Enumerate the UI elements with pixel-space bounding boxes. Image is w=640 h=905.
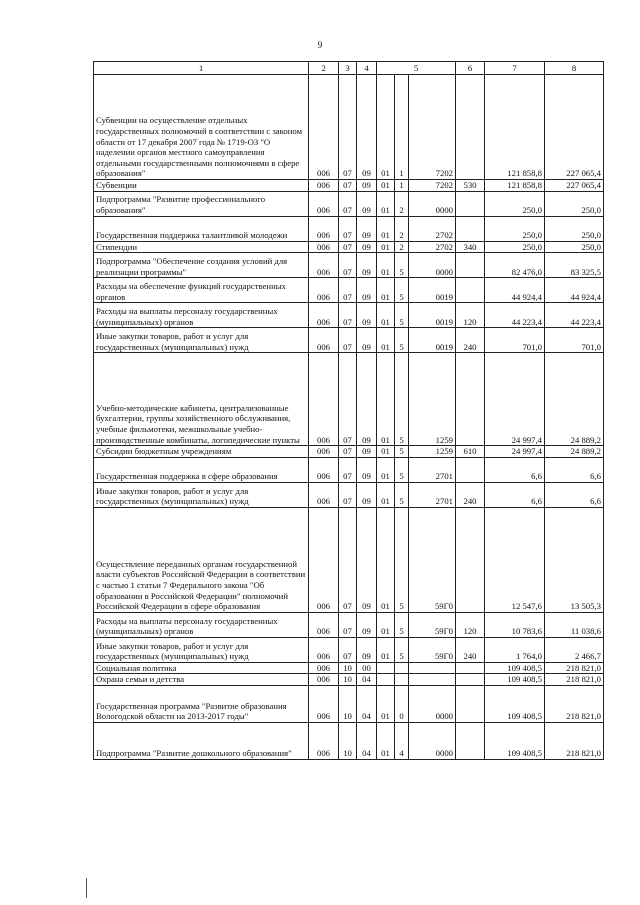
cell-c5b: 5 (395, 328, 409, 353)
row-name: Учебно-методические кабинеты, централизованные бухгалтерии, группы хозяйственного обслуживания, учебные фильмотеки, межшкольные учебно-производственные комбинаты, логопедические пункты (94, 353, 309, 446)
table-row (94, 278, 604, 303)
cell-c3: 07 (339, 75, 357, 180)
cell-c7: 44 924,4 (485, 278, 545, 303)
row-name: Расходы на выплаты персоналу государственных (муниципальных) органов (94, 612, 309, 637)
cell-c4: 09 (357, 75, 377, 180)
row-name: Государственная программа "Развитие образования Вологодской области на 2013-2017 годы" (94, 686, 309, 723)
cell-c6 (456, 507, 485, 612)
cell-c5b: 4 (395, 723, 409, 760)
table-row (94, 507, 604, 612)
cell-c2: 006 (309, 482, 339, 507)
cell-c2: 006 (309, 328, 339, 353)
budget-table (93, 61, 604, 760)
cell-c5a: 01 (377, 216, 395, 241)
cell-c5b: 5 (395, 278, 409, 303)
cell-c6: 120 (456, 303, 485, 328)
table-row (94, 637, 604, 662)
cell-c5b (395, 662, 409, 674)
cell-c3: 07 (339, 328, 357, 353)
cell-c8: 83 325,5 (545, 253, 604, 278)
cell-c5a: 01 (377, 191, 395, 216)
cell-c5b: 5 (395, 507, 409, 612)
cell-c5a: 01 (377, 637, 395, 662)
cell-c8: 250,0 (545, 216, 604, 241)
col-header-2: 2 (309, 62, 339, 75)
cell-c7: 24 997,4 (485, 353, 545, 446)
cell-c7: 109 408,5 (485, 674, 545, 686)
cell-c2: 006 (309, 674, 339, 686)
row-name: Подпрограмма "Обеспечение создания условий для реализации программы" (94, 253, 309, 278)
cell-c3: 07 (339, 457, 357, 482)
cell-c5c: 1259 (409, 446, 456, 458)
cell-c5a: 01 (377, 457, 395, 482)
cell-c3: 07 (339, 507, 357, 612)
cell-c5b: 5 (395, 612, 409, 637)
cell-c5a: 01 (377, 446, 395, 458)
cell-c3: 07 (339, 303, 357, 328)
cell-c5b: 5 (395, 303, 409, 328)
cell-c5a (377, 662, 395, 674)
cell-c5a: 01 (377, 253, 395, 278)
cell-c8: 24 889,2 (545, 446, 604, 458)
cell-c6: 120 (456, 612, 485, 637)
cell-c6 (456, 353, 485, 446)
cell-c6: 240 (456, 637, 485, 662)
cell-c4: 04 (357, 674, 377, 686)
cell-c4: 09 (357, 191, 377, 216)
cell-c5b: 1 (395, 180, 409, 192)
cell-c3: 10 (339, 674, 357, 686)
cell-c7: 24 997,4 (485, 446, 545, 458)
cell-c4: 09 (357, 482, 377, 507)
row-name: Расходы на обеспечение функций государственных органов (94, 278, 309, 303)
cell-c7: 109 408,5 (485, 662, 545, 674)
cell-c8: 13 505,3 (545, 507, 604, 612)
table-row (94, 662, 604, 674)
cell-c5c: 2702 (409, 216, 456, 241)
table-row (94, 612, 604, 637)
cell-c8: 227 065,4 (545, 180, 604, 192)
table-row (94, 328, 604, 353)
cell-c5a: 01 (377, 75, 395, 180)
table-row (94, 191, 604, 216)
table-row (94, 674, 604, 686)
cell-c5b (395, 674, 409, 686)
cell-c2: 006 (309, 446, 339, 458)
cell-c7: 701,0 (485, 328, 545, 353)
cell-c6 (456, 191, 485, 216)
cell-c5c: 0019 (409, 278, 456, 303)
table-row (94, 253, 604, 278)
cell-c8: 2 466,7 (545, 637, 604, 662)
cell-c8: 44 223,4 (545, 303, 604, 328)
row-name: Субсидии бюджетным учреждениям (94, 446, 309, 458)
row-name: Расходы на выплаты персоналу государственных (муниципальных) органов (94, 303, 309, 328)
cell-c4: 09 (357, 457, 377, 482)
table-row (94, 180, 604, 192)
col-header-3: 3 (339, 62, 357, 75)
cell-c4: 04 (357, 686, 377, 723)
cell-c7: 6,6 (485, 457, 545, 482)
cell-c3: 10 (339, 662, 357, 674)
cell-c4: 09 (357, 216, 377, 241)
cell-c4: 00 (357, 662, 377, 674)
table-row (94, 216, 604, 241)
cell-c7: 109 408,5 (485, 723, 545, 760)
cell-c4: 09 (357, 253, 377, 278)
cell-c3: 07 (339, 216, 357, 241)
cell-c4: 04 (357, 723, 377, 760)
cell-c5b: 2 (395, 216, 409, 241)
cell-c2: 006 (309, 216, 339, 241)
col-header-8: 8 (545, 62, 604, 75)
cell-c6 (456, 457, 485, 482)
cell-c5c (409, 674, 456, 686)
cell-c4: 09 (357, 180, 377, 192)
cell-c4: 09 (357, 241, 377, 253)
cell-c3: 10 (339, 686, 357, 723)
cell-c6: 530 (456, 180, 485, 192)
cell-c2: 006 (309, 637, 339, 662)
cell-c5a: 01 (377, 482, 395, 507)
col-header-7: 7 (485, 62, 545, 75)
cell-c5a: 01 (377, 303, 395, 328)
cell-c5a (377, 674, 395, 686)
cell-c6: 240 (456, 482, 485, 507)
row-name: Осуществление переданных органам государственной власти субъектов Российской Федерации в соответствии с частью 1 статьи 7 Федерального закона "Об образовании в Российской Федерации" полномочий Российской Федерации в сфере образования (94, 507, 309, 612)
cell-c7: 121 858,8 (485, 180, 545, 192)
cell-c5a: 01 (377, 180, 395, 192)
cell-c5b: 5 (395, 353, 409, 446)
cell-c3: 07 (339, 637, 357, 662)
row-name: Охрана семьи и детства (94, 674, 309, 686)
cell-c7: 1 764,0 (485, 637, 545, 662)
cell-c5a: 01 (377, 507, 395, 612)
cell-c5c: 2701 (409, 457, 456, 482)
cell-c7: 250,0 (485, 216, 545, 241)
cell-c2: 006 (309, 457, 339, 482)
row-name: Подпрограмма "Развитие дошкольного образования" (94, 723, 309, 760)
cell-c5c: 7202 (409, 180, 456, 192)
cell-c8: 24 889,2 (545, 353, 604, 446)
cell-c6: 240 (456, 328, 485, 353)
table-row (94, 723, 604, 760)
cell-c5b: 5 (395, 253, 409, 278)
cell-c5c: 0000 (409, 191, 456, 216)
cell-c6 (456, 662, 485, 674)
cell-c5b: 0 (395, 686, 409, 723)
cell-c4: 09 (357, 353, 377, 446)
row-name: Государственная поддержка в сфере образования (94, 457, 309, 482)
cell-c2: 006 (309, 686, 339, 723)
cell-c2: 006 (309, 191, 339, 216)
cell-c2: 006 (309, 507, 339, 612)
cell-c5c: 2702 (409, 241, 456, 253)
cell-c3: 07 (339, 241, 357, 253)
col-header-6: 6 (456, 62, 485, 75)
cell-c8: 218 821,0 (545, 662, 604, 674)
cell-c5c: 0000 (409, 253, 456, 278)
cell-c6 (456, 75, 485, 180)
table-row (94, 241, 604, 253)
row-name: Субвенции (94, 180, 309, 192)
page-number: 9 (317, 40, 323, 50)
cell-c2: 006 (309, 253, 339, 278)
cell-c2: 006 (309, 241, 339, 253)
cell-c7: 121 858,8 (485, 75, 545, 180)
cell-c2: 006 (309, 303, 339, 328)
table-body (94, 75, 604, 760)
cell-c7: 6,6 (485, 482, 545, 507)
cell-c6 (456, 216, 485, 241)
cell-c2: 006 (309, 278, 339, 303)
cell-c5a: 01 (377, 328, 395, 353)
row-name: Субвенции на осуществление отдельных государственных полномочий в соответствии с законом области от 17 декабря 2007 года № 1719-ОЗ "О наделении органов местного самоуправления отдельными государственными полномочиями в сфере образования" (94, 75, 309, 180)
table-row (94, 482, 604, 507)
cell-c8: 44 924,4 (545, 278, 604, 303)
cell-c8: 218 821,0 (545, 723, 604, 760)
cell-c3: 10 (339, 723, 357, 760)
cell-c5c: 59Г0 (409, 637, 456, 662)
cell-c5b: 5 (395, 637, 409, 662)
cell-c5a: 01 (377, 278, 395, 303)
row-name: Подпрограмма "Развитие профессионального образования" (94, 191, 309, 216)
cell-c2: 006 (309, 75, 339, 180)
cell-c7: 12 547,6 (485, 507, 545, 612)
row-name: Иные закупки товаров, работ и услуг для государственных (муниципальных) нужд (94, 637, 309, 662)
cell-c5c: 0019 (409, 303, 456, 328)
cell-c5a: 01 (377, 612, 395, 637)
cell-c5c: 0000 (409, 686, 456, 723)
cell-c3: 07 (339, 278, 357, 303)
cell-c5b: 5 (395, 482, 409, 507)
cell-c8: 218 821,0 (545, 686, 604, 723)
row-name: Стипендии (94, 241, 309, 253)
cell-c8: 218 821,0 (545, 674, 604, 686)
cell-c5c: 0000 (409, 723, 456, 760)
cell-c3: 07 (339, 191, 357, 216)
table-row (94, 686, 604, 723)
margin-mark (86, 878, 87, 898)
col-header-5: 5 (377, 62, 456, 75)
row-name: Социальная политика (94, 662, 309, 674)
cell-c4: 09 (357, 446, 377, 458)
cell-c6 (456, 253, 485, 278)
cell-c5c: 59Г0 (409, 612, 456, 637)
cell-c7: 250,0 (485, 241, 545, 253)
cell-c2: 006 (309, 723, 339, 760)
cell-c4: 09 (357, 507, 377, 612)
cell-c5a: 01 (377, 353, 395, 446)
cell-c5c: 7202 (409, 75, 456, 180)
col-header-4: 4 (357, 62, 377, 75)
cell-c5a: 01 (377, 686, 395, 723)
cell-c5c: 2701 (409, 482, 456, 507)
cell-c2: 006 (309, 180, 339, 192)
cell-c5b: 5 (395, 446, 409, 458)
row-name: Иные закупки товаров, работ и услуг для государственных (муниципальных) нужд (94, 482, 309, 507)
cell-c4: 09 (357, 637, 377, 662)
cell-c2: 006 (309, 662, 339, 674)
cell-c3: 07 (339, 482, 357, 507)
cell-c3: 07 (339, 353, 357, 446)
cell-c6: 610 (456, 446, 485, 458)
cell-c3: 07 (339, 253, 357, 278)
cell-c8: 6,6 (545, 482, 604, 507)
cell-c7: 109 408,5 (485, 686, 545, 723)
table-row (94, 446, 604, 458)
table-row (94, 75, 604, 180)
cell-c5a: 01 (377, 241, 395, 253)
cell-c5b: 2 (395, 241, 409, 253)
cell-c6 (456, 723, 485, 760)
cell-c6 (456, 278, 485, 303)
cell-c5a: 01 (377, 723, 395, 760)
cell-c5b: 1 (395, 75, 409, 180)
header-row (94, 62, 604, 75)
cell-c5c: 59Г0 (409, 507, 456, 612)
cell-c8: 250,0 (545, 191, 604, 216)
cell-c5c: 1259 (409, 353, 456, 446)
cell-c4: 09 (357, 328, 377, 353)
cell-c4: 09 (357, 612, 377, 637)
row-name: Государственная поддержка талантливой молодежи (94, 216, 309, 241)
table-row (94, 457, 604, 482)
cell-c3: 07 (339, 446, 357, 458)
cell-c4: 09 (357, 278, 377, 303)
cell-c6 (456, 674, 485, 686)
table-row (94, 303, 604, 328)
cell-c5c: 0019 (409, 328, 456, 353)
col-header-1: 1 (94, 62, 309, 75)
cell-c2: 006 (309, 612, 339, 637)
cell-c2: 006 (309, 353, 339, 446)
cell-c6: 340 (456, 241, 485, 253)
cell-c5b: 2 (395, 191, 409, 216)
cell-c5c (409, 662, 456, 674)
cell-c3: 07 (339, 180, 357, 192)
cell-c7: 82 476,0 (485, 253, 545, 278)
cell-c8: 701,0 (545, 328, 604, 353)
cell-c7: 10 783,6 (485, 612, 545, 637)
cell-c8: 250,0 (545, 241, 604, 253)
cell-c8: 6,6 (545, 457, 604, 482)
cell-c4: 09 (357, 303, 377, 328)
cell-c8: 11 038,6 (545, 612, 604, 637)
table-row (94, 353, 604, 446)
cell-c8: 227 065,4 (545, 75, 604, 180)
row-name: Иные закупки товаров, работ и услуг для государственных (муниципальных) нужд (94, 328, 309, 353)
cell-c5b: 5 (395, 457, 409, 482)
cell-c7: 44 223,4 (485, 303, 545, 328)
cell-c3: 07 (339, 612, 357, 637)
cell-c7: 250,0 (485, 191, 545, 216)
cell-c6 (456, 686, 485, 723)
